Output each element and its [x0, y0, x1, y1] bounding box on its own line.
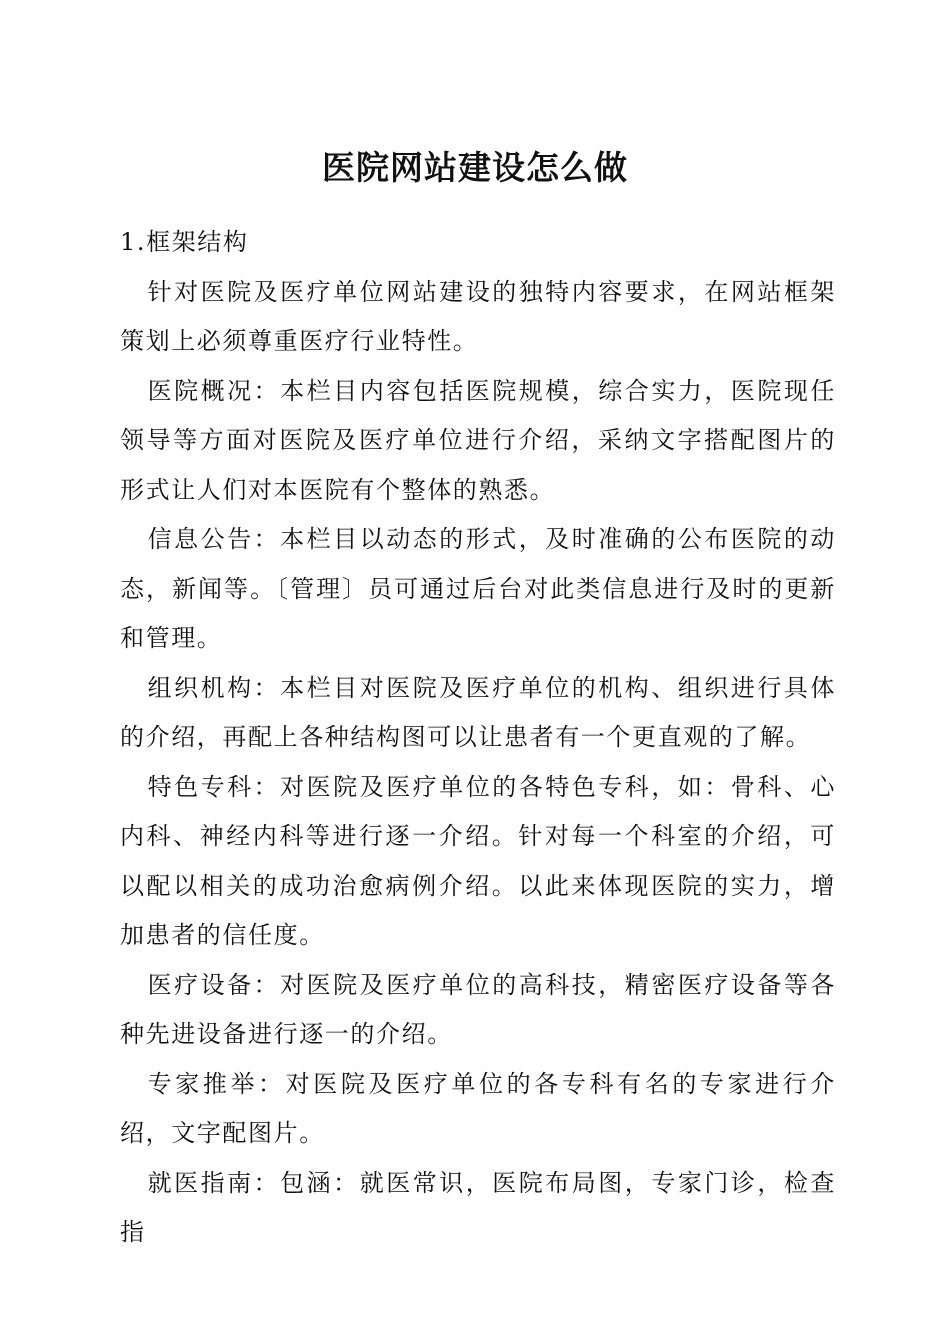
paragraph-equipment: 医疗设备：对医院及医疗单位的高科技，精密医疗设备等各种先进设备进行逐一的介绍。 [120, 970, 836, 1048]
paragraph-medical-guide: 就医指南：包涵：就医常识，医院布局图，专家门诊，检查指 [120, 1168, 836, 1246]
paragraph-announcements: 信息公告：本栏目以动态的形式，及时准确的公布医院的动态，新闻等。〔管理〕员可通过后台对此类信息进行及时的更新和管理。 [120, 525, 836, 652]
section-heading: 1.框架结构 [120, 228, 249, 256]
document-title: 医院网站建设怎么做 [322, 148, 628, 187]
paragraph-intro: 针对医院及医疗单位网站建设的独特内容要求，在网站框架策划上必须尊重医疗行业特性。 [120, 277, 836, 355]
paragraph-hospital-overview: 医院概况：本栏目内容包括医院规模，综合实力，医院现任领导等方面对医院及医疗单位进行介绍，采纳文字搭配图片的形式让人们对本医院有个整体的熟悉。 [120, 376, 836, 504]
paragraph-specialties: 特色专科：对医院及医疗单位的各特色专科，如：骨科、心内科、神经内科等进行逐一介绍。针对每一个科室的介绍，可以配以相关的成功治愈病例介绍。以此来体现医院的实力，增加患者的信任度。 [120, 772, 836, 949]
paragraph-organization: 组织机构：本栏目对医院及医疗单位的机构、组织进行具体的介绍，再配上各种结构图可以让患者有一个更直观的了解。 [120, 673, 836, 751]
paragraph-experts: 专家推举：对医院及医疗单位的各专科有名的专家进行介绍，文字配图片。 [120, 1069, 836, 1147]
document-body [120, 218, 836, 1258]
